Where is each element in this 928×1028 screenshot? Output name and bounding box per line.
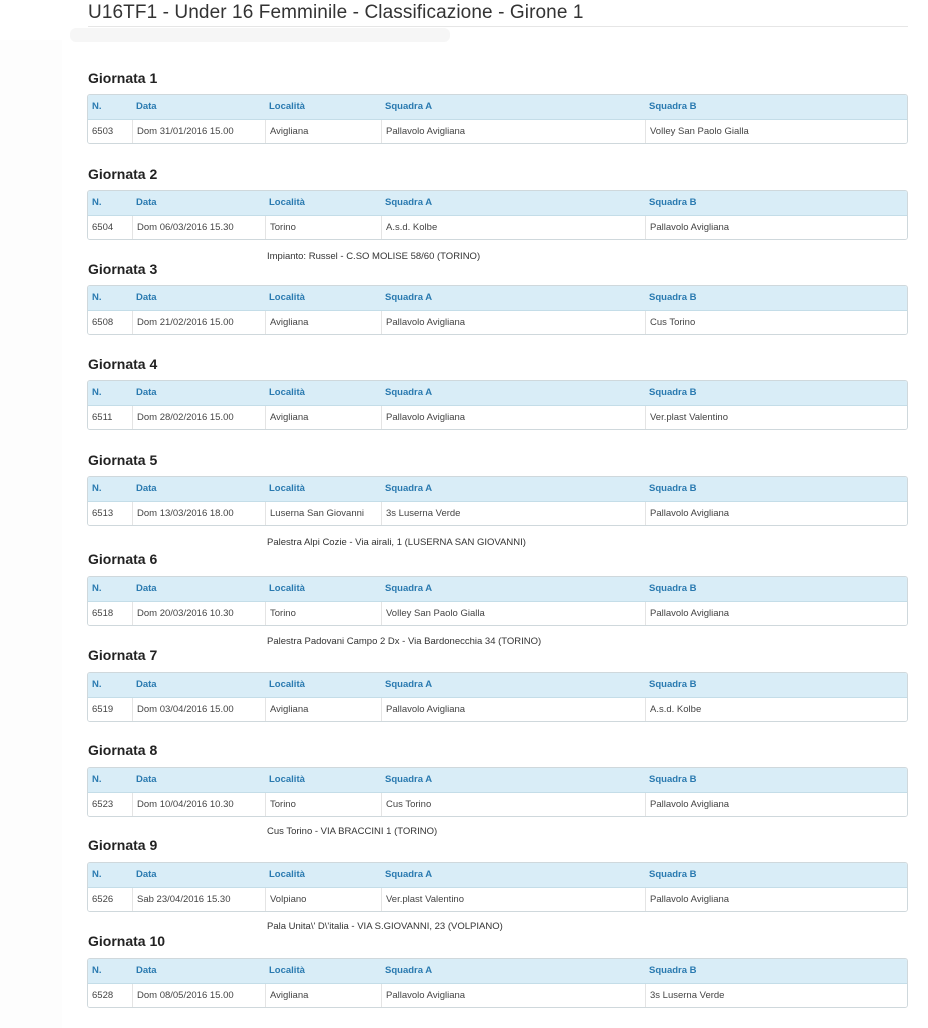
column-header-num: N. [92,869,102,880]
cell-team-b: Pallavolo Avigliana [645,793,908,817]
table-header-row [88,577,907,602]
column-header-location: Località [269,292,305,303]
column-header-team-a: Squadra A [385,679,433,690]
cell-team-b: Pallavolo Avigliana [645,602,908,626]
column-header-team-b: Squadra B [649,197,697,208]
column-header-num: N. [92,679,102,690]
column-header-num: N. [92,483,102,494]
column-header-num: N. [92,101,102,112]
table-header-row [88,959,907,984]
column-header-team-a: Squadra A [385,583,433,594]
column-header-team-a: Squadra A [385,292,433,303]
round-title: Giornata 10 [88,933,166,949]
cell-num: 6513 [92,508,114,519]
column-header-date: Data [136,583,157,594]
cell-location: Avigliana [265,311,381,335]
table-header-row [88,477,907,502]
round-title: Giornata 5 [88,452,158,468]
cell-team-b: Pallavolo Avigliana [645,888,908,912]
column-header-location: Località [269,965,305,976]
venue-info: Pala Unita\' D\'italia - VIA S.GIOVANNI, 23 (VOLPIANO) [267,921,503,932]
column-header-num: N. [92,387,102,398]
column-header-date: Data [136,101,157,112]
cell-num: 6519 [92,704,114,715]
cell-num: 6508 [92,317,114,328]
column-header-location: Località [269,101,305,112]
cell-team-b: A.s.d. Kolbe [645,698,908,722]
table-row [88,984,907,1008]
column-header-num: N. [92,197,102,208]
column-header-team-a: Squadra A [385,387,433,398]
cell-team-b: Volley San Paolo Gialla [645,120,908,144]
column-header-num: N. [92,965,102,976]
match-table [87,767,908,817]
cell-team-a: Pallavolo Avigliana [381,984,645,1008]
round-title: Giornata 6 [88,551,158,567]
match-table [87,476,908,526]
column-header-team-b: Squadra B [649,101,697,112]
column-header-team-a: Squadra A [385,197,433,208]
match-table [87,285,908,335]
cell-num: 6518 [92,608,114,619]
table-row [88,216,907,240]
page-margin [0,40,62,1028]
table-row [88,120,907,144]
cell-team-b: Cus Torino [645,311,908,335]
table-header-row [88,768,907,793]
column-header-team-b: Squadra B [649,292,697,303]
cell-location: Torino [265,602,381,626]
column-header-team-b: Squadra B [649,483,697,494]
cell-location: Volpiano [265,888,381,912]
cell-date: Dom 03/04/2016 15.00 [132,698,265,722]
cell-date: Sab 23/04/2016 15.30 [132,888,265,912]
cell-team-a: Pallavolo Avigliana [381,406,645,430]
cell-team-a: Volley San Paolo Gialla [381,602,645,626]
column-header-team-b: Squadra B [649,774,697,785]
table-row [88,502,907,526]
round-title: Giornata 8 [88,742,158,758]
cell-location: Avigliana [265,406,381,430]
cell-num: 6526 [92,894,114,905]
column-header-location: Località [269,387,305,398]
column-header-date: Data [136,197,157,208]
column-header-num: N. [92,583,102,594]
title-divider [88,26,908,27]
table-header-row [88,286,907,311]
cell-location: Avigliana [265,120,381,144]
column-header-team-a: Squadra A [385,869,433,880]
page-title: U16TF1 - Under 16 Femminile - Classificazione - Girone 1 [88,2,584,23]
column-header-team-b: Squadra B [649,679,697,690]
column-header-date: Data [136,387,157,398]
match-table [87,576,908,626]
cell-date: Dom 28/02/2016 15.00 [132,406,265,430]
column-header-date: Data [136,292,157,303]
column-header-location: Località [269,774,305,785]
cell-num: 6503 [92,126,114,137]
cell-team-a: Ver.plast Valentino [381,888,645,912]
column-header-location: Località [269,583,305,594]
cell-team-a: Pallavolo Avigliana [381,698,645,722]
match-table [87,94,908,144]
round-title: Giornata 2 [88,166,158,182]
column-header-team-a: Squadra A [385,101,433,112]
column-header-date: Data [136,869,157,880]
cell-num: 6523 [92,799,114,810]
cell-date: Dom 06/03/2016 15.30 [132,216,265,240]
column-header-location: Località [269,483,305,494]
column-header-num: N. [92,292,102,303]
column-header-team-a: Squadra A [385,965,433,976]
cell-num: 6511 [92,412,113,423]
cell-location: Torino [265,216,381,240]
cell-date: Dom 31/01/2016 15.00 [132,120,265,144]
table-row [88,602,907,626]
cell-team-b: Pallavolo Avigliana [645,502,908,526]
cell-date: Dom 10/04/2016 10.30 [132,793,265,817]
table-row [88,698,907,722]
match-table [87,380,908,430]
cell-location: Avigliana [265,984,381,1008]
venue-info: Palestra Alpi Cozie - Via airali, 1 (LUSERNA SAN GIOVANNI) [267,537,526,548]
column-header-location: Località [269,679,305,690]
round-title: Giornata 1 [88,70,158,86]
table-header-row [88,95,907,120]
table-header-row [88,673,907,698]
column-header-date: Data [136,483,157,494]
round-title: Giornata 4 [88,356,158,372]
cell-location: Avigliana [265,698,381,722]
table-row [88,311,907,335]
column-header-date: Data [136,774,157,785]
cell-num: 6504 [92,222,114,233]
round-title: Giornata 3 [88,261,158,277]
column-header-team-b: Squadra B [649,583,697,594]
cell-team-a: Pallavolo Avigliana [381,311,645,335]
table-header-row [88,191,907,216]
cell-date: Dom 13/03/2016 18.00 [132,502,265,526]
column-header-location: Località [269,869,305,880]
table-header-row [88,863,907,888]
cell-num: 6528 [92,990,114,1001]
round-title: Giornata 9 [88,837,158,853]
match-table [87,958,908,1008]
match-table [87,862,908,912]
cell-team-a: Pallavolo Avigliana [381,120,645,144]
round-title: Giornata 7 [88,647,158,663]
cell-team-b: 3s Luserna Verde [645,984,908,1008]
column-header-num: N. [92,774,102,785]
venue-info: Palestra Padovani Campo 2 Dx - Via Bardonecchia 34 (TORINO) [267,636,542,647]
match-table [87,190,908,240]
match-table [87,672,908,722]
column-header-team-b: Squadra B [649,869,697,880]
table-row [88,406,907,430]
column-header-team-b: Squadra B [649,387,697,398]
column-header-team-b: Squadra B [649,965,697,976]
table-row [88,888,907,912]
cell-team-a: 3s Luserna Verde [381,502,645,526]
venue-info: Cus Torino - VIA BRACCINI 1 (TORINO) [267,826,438,837]
cell-location: Torino [265,793,381,817]
title-underline-shadow [70,28,450,42]
venue-info: Impianto: Russel - C.SO MOLISE 58/60 (TORINO) [267,251,481,262]
cell-team-b: Pallavolo Avigliana [645,216,908,240]
cell-date: Dom 08/05/2016 15.00 [132,984,265,1008]
table-row [88,793,907,817]
cell-date: Dom 20/03/2016 10.30 [132,602,265,626]
cell-team-b: Ver.plast Valentino [645,406,908,430]
table-header-row [88,381,907,406]
cell-team-a: Cus Torino [381,793,645,817]
cell-date: Dom 21/02/2016 15.00 [132,311,265,335]
column-header-date: Data [136,679,157,690]
column-header-team-a: Squadra A [385,483,433,494]
column-header-date: Data [136,965,157,976]
column-header-location: Località [269,197,305,208]
cell-team-a: A.s.d. Kolbe [381,216,645,240]
column-header-team-a: Squadra A [385,774,433,785]
cell-location: Luserna San Giovanni [265,502,381,526]
